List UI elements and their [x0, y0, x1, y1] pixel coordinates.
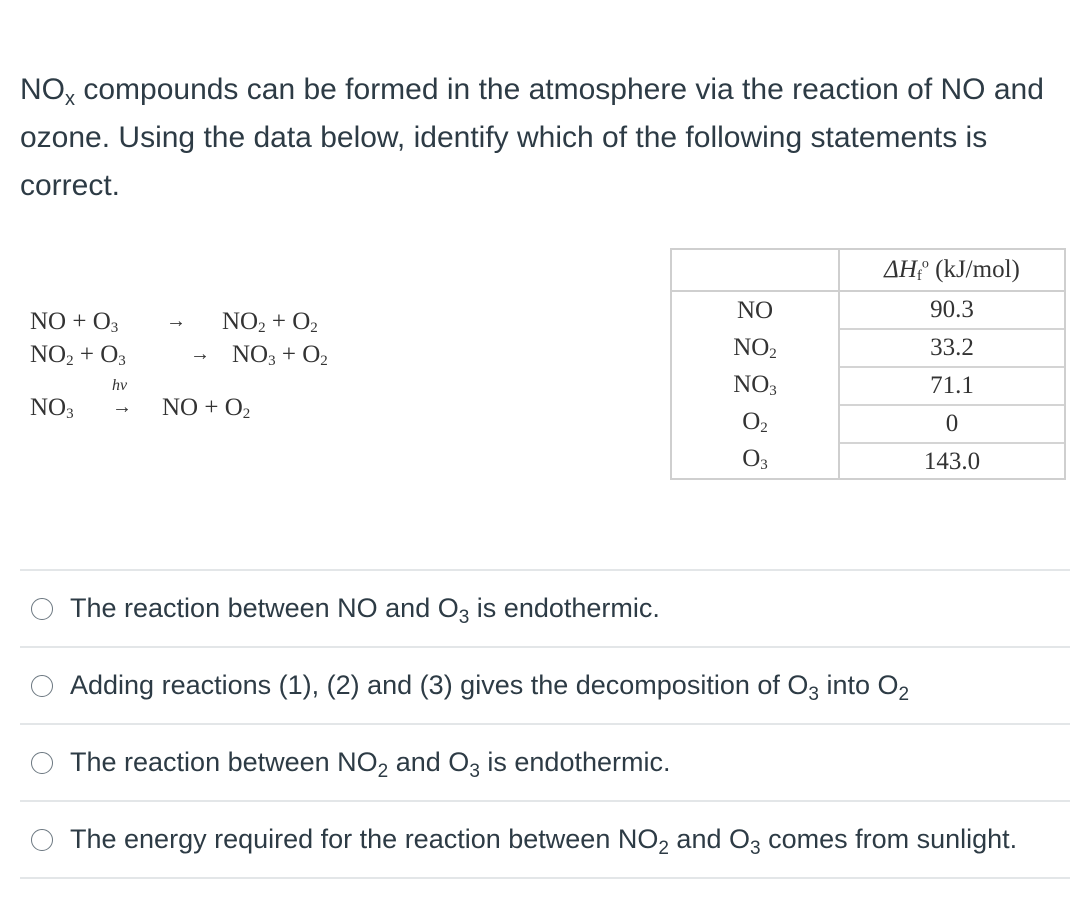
table-header-enthalpy: $\Delta H_f^o$ (kJ/mol) — [839, 249, 1065, 291]
question-text: $NO_x$ compounds can be formed in the atmosphere via the reaction of NO and ozone. Using the data below, identify which of the following statements is correct. — [20, 73, 1044, 202]
answer-option-3[interactable] — [20, 723, 1070, 800]
species-cell: $NO_3$ — [733, 371, 777, 399]
answer-options — [20, 569, 1070, 879]
option-label[interactable]: Adding reactions (1), (2) and (3) gives the decomposition of $O_3$ into $O_2$ — [70, 670, 910, 705]
value-cell: 33.2 — [840, 330, 1064, 368]
radio-button[interactable] — [31, 829, 53, 851]
answer-option-2[interactable] — [20, 646, 1070, 723]
radio-button[interactable] — [31, 675, 53, 697]
species-cell: $O_2$ — [742, 408, 768, 436]
value-cell: 0 — [840, 406, 1064, 444]
species-column — [671, 291, 839, 479]
value-cell: 90.3 — [840, 292, 1064, 330]
photon-label: hv — [112, 377, 128, 394]
radio-button[interactable] — [31, 752, 53, 774]
reaction-arrow: → — [190, 343, 210, 365]
answer-option-4[interactable] — [20, 800, 1070, 879]
reaction-arrow: → — [112, 396, 132, 418]
reaction-arrow: → — [166, 310, 186, 332]
enthalpy-table — [670, 248, 1066, 480]
value-cell: 143.0 — [923, 448, 981, 475]
radio-button[interactable] — [31, 598, 53, 620]
option-label[interactable]: The reaction between $NO_2$ and $O_3$ is endothermic. — [70, 747, 671, 782]
species-cell: $NO_2$ — [733, 334, 777, 362]
answer-option-1[interactable] — [20, 569, 1070, 646]
species-cell: NO — [736, 297, 774, 324]
table-header-empty — [671, 249, 839, 291]
option-label[interactable]: The reaction between NO and $O_3$ is endothermic. — [70, 593, 660, 628]
option-label[interactable]: The energy required for the reaction between $NO_2$ and $O_3$ comes from sunlight. — [70, 824, 1018, 859]
species-cell: $O_3$ — [742, 445, 768, 473]
value-column — [839, 291, 1065, 479]
value-cell: 71.1 — [840, 368, 1064, 406]
